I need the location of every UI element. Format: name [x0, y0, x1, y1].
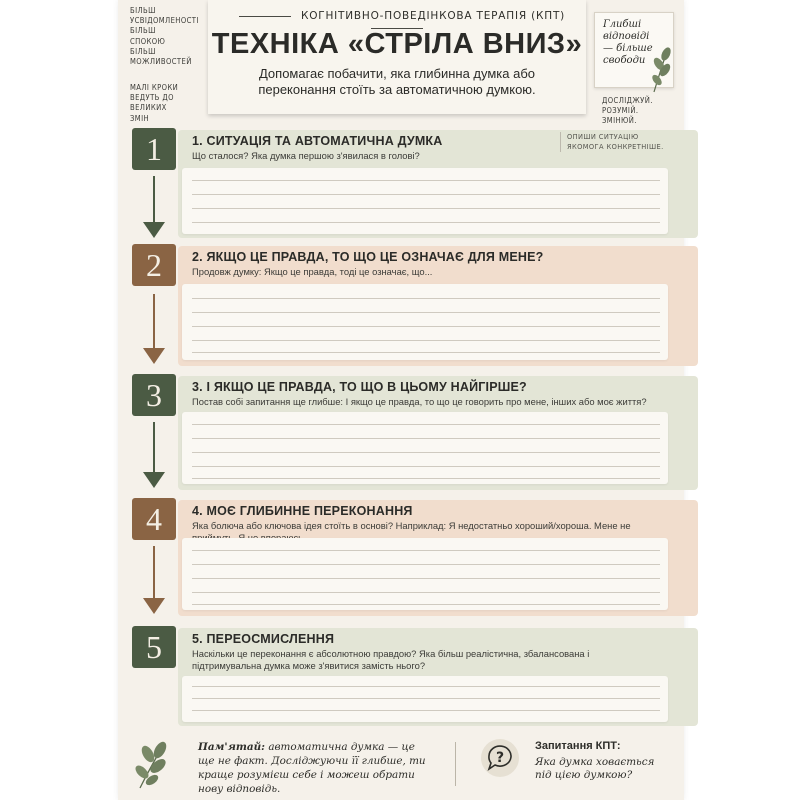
leaf-branch-icon	[130, 738, 174, 790]
step-number-badge: 1	[132, 128, 176, 170]
step-question: Яка болюча або ключова ідея стоїть в основі? Наприклад: Я недостатньо хороший/хороша. Мене не	[192, 520, 631, 531]
step-number-badge: 3	[132, 374, 176, 416]
step-4	[130, 498, 670, 620]
page-description: Допомагає побачити, яка глибинна думка або переконання стоїть за автоматичною думкою.	[258, 66, 536, 97]
step-3	[130, 374, 670, 494]
arrow-down-icon	[140, 422, 168, 490]
right-note: ДОСЛІДЖУЙ. РОЗУМІЙ. ЗМІНЮЙ.	[602, 96, 653, 125]
left-note-top: БІЛЬШ УСВІДОМЛЕНОСТІ БІЛЬШ СПОКОЮ БІЛЬШ МОЖЛИВОСТЕЙ	[130, 6, 199, 67]
step-title: 1. СИТУАЦІЯ ТА АВТОМАТИЧНА ДУМКА	[192, 134, 443, 148]
cbt-question-text: Яка думка ховається під цією думкою?	[535, 756, 655, 781]
step-number-badge: 4	[132, 498, 176, 540]
left-note-bottom: МАЛІ КРОКИ ВЕДУТЬ ДО ВЕЛИКИХ ЗМІН	[130, 83, 179, 123]
answer-lines[interactable]	[182, 676, 668, 722]
cbt-question-title: Запитання КПТ:	[535, 740, 621, 752]
sticky-note-text: Глибші відповіді — більше свободи	[603, 19, 653, 66]
leaf-sprig-icon	[648, 44, 674, 94]
step-2	[130, 244, 670, 368]
header-card	[208, 0, 586, 114]
step-question: Що сталося? Яка думка першою з'явилася в голові?	[192, 150, 420, 161]
step-question: Продовж думку: Якщо це правда, тоді це означає, що...	[192, 266, 433, 277]
remember-label: Пам'ятай:	[198, 741, 265, 753]
arrow-down-icon	[140, 294, 168, 366]
answer-lines[interactable]	[182, 284, 668, 360]
remember-text: автоматична думка — це ще не факт. Досліджуючи її глибше, ти краще розумієш себе і можеш обрати нову відповідь.	[198, 741, 426, 795]
header-subtitle: КОГНІТИВНО-ПОВЕДІНКОВА ТЕРАПІЯ (КПТ)	[208, 10, 586, 34]
arrow-down-icon	[140, 176, 168, 240]
step-5	[130, 626, 670, 728]
step-question: Постав собі запитання ще глибше: І якщо це правда, то що це говорить про мене, інших або моє життя?	[192, 396, 647, 407]
step-title: 4. МОЄ ГЛИБИННЕ ПЕРЕКОНАННЯ	[192, 504, 413, 518]
step-question: Наскільки це переконання є абсолютною правдою? Яка більш реалістична, збалансована і підтримувальна думка може з'явитися замість нього?	[192, 648, 590, 671]
svg-text:?: ?	[495, 750, 505, 766]
step-title: 2. ЯКЩО ЦЕ ПРАВДА, ТО ЩО ЦЕ ОЗНАЧАЄ ДЛЯ МЕНЕ?	[192, 250, 544, 264]
answer-lines[interactable]	[182, 412, 668, 484]
answer-lines[interactable]	[182, 538, 668, 610]
step-number-badge: 5	[132, 626, 176, 668]
step-title: 5. ПЕРЕОСМИСЛЕННЯ	[192, 632, 335, 646]
remember-note	[198, 740, 434, 796]
answer-lines[interactable]	[182, 168, 668, 234]
question-bubble-icon	[480, 738, 520, 780]
footer-divider	[455, 742, 456, 786]
step-title: 3. І ЯКЩО ЦЕ ПРАВДА, ТО ЩО В ЦЬОМУ НАЙГІРШЕ?	[192, 380, 527, 394]
arrow-down-icon	[140, 546, 168, 616]
step-number-badge: 2	[132, 244, 176, 286]
page-title: ТЕХНІКА «СТРІЛА ВНИЗ»	[211, 28, 583, 60]
step-1	[130, 128, 670, 240]
step-hint: ОПИШИ СИТУАЦІЮ ЯКОМОГА КОНКРЕТНІШЕ.	[560, 132, 668, 152]
